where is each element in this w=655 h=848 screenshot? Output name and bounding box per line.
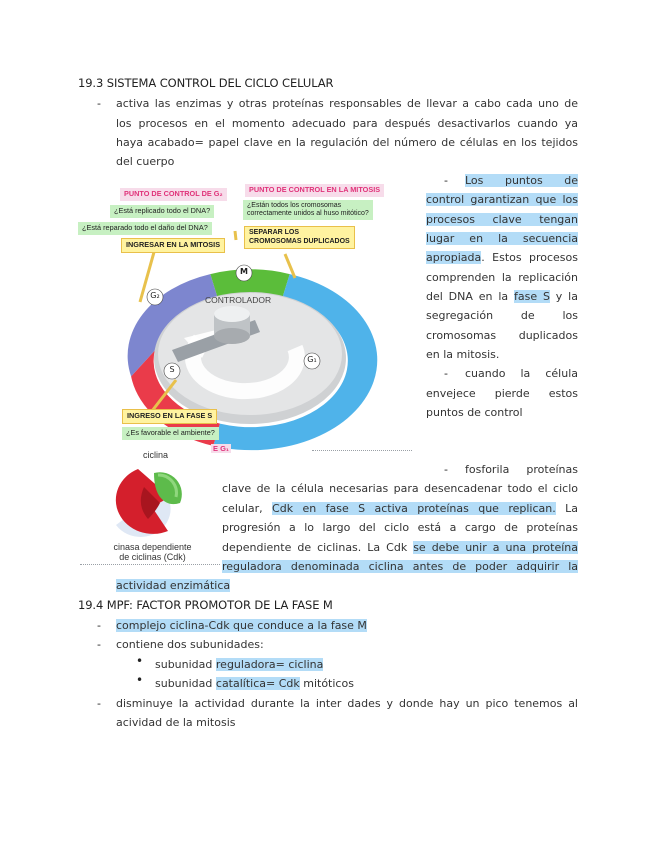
enter-s-phase-label: INGRESO EN LA FASE S xyxy=(122,409,217,424)
fosforila-line-4: progresión a lo largo del ciclo está a cargo de proteínas xyxy=(222,521,578,534)
fosforila-line-5 xyxy=(222,538,578,558)
cinasa-label xyxy=(100,542,205,562)
highlight: Cdk en fase S activa proteínas que replican. xyxy=(272,502,556,515)
controller-knob-top xyxy=(214,306,250,322)
mpf-item-3-line-1: disminuye la actividad durante la inter dades y donde hay un pico tenemos al xyxy=(116,697,578,710)
g1-phase-label: G₁ xyxy=(307,355,317,364)
text: subunidad xyxy=(155,677,216,690)
highlight: lugar en la secuencia xyxy=(426,232,578,245)
cinasa-line-2: de ciclinas (Cdk) xyxy=(119,552,186,562)
text: subunidad xyxy=(155,658,216,671)
highlight: apropiada xyxy=(426,251,482,264)
highlight: actividad enzimática xyxy=(116,579,231,592)
controller-label: CONTROLADOR xyxy=(205,295,272,305)
right-line-4 xyxy=(426,229,578,249)
dna-repaired-question: ¿Está reparado todo el daño del DNA? xyxy=(78,222,212,235)
section-heading-19-4: 19.4 MPF: FACTOR PROMOTOR DE LA FASE M xyxy=(78,598,333,612)
dash-bullet: - xyxy=(444,174,448,187)
text: . Estos procesos xyxy=(481,251,578,264)
m-phase-label: M xyxy=(240,267,248,276)
text: del DNA en la xyxy=(426,290,514,303)
text: y la xyxy=(549,290,578,303)
chromosomes-question-box xyxy=(243,200,373,220)
g2-phase-label: G₂ xyxy=(150,291,160,300)
separate-line-1: SEPARAR LOS xyxy=(249,229,300,236)
controller-knob-base xyxy=(214,328,250,344)
g2-checkpoint-label: PUNTO DE CONTROL DE G₂ xyxy=(120,188,227,201)
mitosis-checkpoint-label: PUNTO DE CONTROL EN LA MITOSIS xyxy=(245,184,384,197)
text: La xyxy=(555,502,578,515)
mpf-item-2: contiene dos subunidades: xyxy=(116,638,264,651)
fosforila-line-7 xyxy=(116,576,230,596)
right-line-11: cuando la célula xyxy=(465,367,578,380)
environment-question: ¿Es favorable el ambiente? xyxy=(122,427,219,440)
mpf-subitem-1 xyxy=(155,655,323,675)
dash-bullet: - xyxy=(97,97,101,110)
round-bullet: • xyxy=(136,654,144,668)
s-phase-label: S xyxy=(169,365,175,374)
highlight: reguladora= ciclina xyxy=(215,658,324,671)
right-line-3 xyxy=(426,210,578,230)
dna-replicated-question: ¿Está replicado todo el DNA? xyxy=(110,205,214,218)
separate-chromosomes-box xyxy=(244,226,355,249)
ciclina-label: ciclina xyxy=(143,450,169,460)
intro-line-2: los procesos en el momento adecuado para después desactivarlos cuando ya xyxy=(116,117,578,130)
right-line-10: en la mitosis. xyxy=(426,348,500,361)
highlight: reguladora denominada ciclina antes de poder adquirir la xyxy=(222,560,578,573)
highlight: catalítica= Cdk xyxy=(215,677,300,690)
mpf-item-3-line-2: acividad de la mitosis xyxy=(116,716,236,729)
intro-line-4: del cuerpo xyxy=(116,155,175,168)
right-line-7 xyxy=(426,287,578,307)
right-line-13: puntos de control xyxy=(426,406,523,419)
dotted-divider xyxy=(312,450,412,451)
highlight: complejo ciclina-Cdk que conduce a la fase M xyxy=(116,619,367,632)
fosforila-line-3 xyxy=(222,499,578,519)
text: dependiente de ciclinas. La Cdk xyxy=(222,541,414,554)
cut-g1-label: E G₁ xyxy=(213,444,230,453)
dash-bullet: - xyxy=(444,367,448,380)
fosforila-line-2: clave de la célula necesarias para desencadenar todo el ciclo xyxy=(222,482,578,495)
text: mitóticos xyxy=(299,677,354,690)
intro-line-3: haya acabado= papel clave en la regulación del número de células en los tejidos xyxy=(116,136,578,149)
fosforila-line-6 xyxy=(222,557,578,577)
highlight: control garantizan que los xyxy=(426,193,578,206)
separate-line-2: CROMOSOMAS DUPLICADOS xyxy=(249,237,350,245)
highlight: Los puntos de xyxy=(465,174,578,187)
right-line-8: segregación de los xyxy=(426,309,578,322)
cdk-illustration xyxy=(80,445,220,570)
dash-bullet: - xyxy=(97,619,101,632)
highlight: procesos clave tengan xyxy=(426,213,578,226)
right-line-5 xyxy=(426,248,578,268)
right-line-2 xyxy=(426,190,578,210)
mpf-subitem-2 xyxy=(155,674,354,694)
mpf-item-1 xyxy=(116,616,367,636)
chromosomes-question-line-2: correctamente unidos al huso mitótico? xyxy=(247,210,369,217)
section-heading-19-3: 19.3 SISTEMA CONTROL DEL CICLO CELULAR xyxy=(78,76,334,90)
chromosomes-question-line-1: ¿Están todos los cromosomas xyxy=(247,202,342,209)
right-line-12: envejece pierde estos xyxy=(426,387,578,400)
dash-bullet: - xyxy=(444,463,448,476)
cinasa-line-1: cinasa dependiente xyxy=(113,542,192,552)
mitosis-callout-line xyxy=(235,231,236,240)
intro-line-1: activa las enzimas y otras proteínas responsables de llevar a cabo cada uno de xyxy=(116,97,578,110)
enter-mitosis-label: INGRESAR EN LA MITOSIS xyxy=(121,238,225,253)
fosforila-line-1: fosforila proteínas xyxy=(465,463,578,476)
dash-bullet: - xyxy=(97,638,101,651)
right-line-9: cromosomas duplicados xyxy=(426,329,578,342)
round-bullet: • xyxy=(136,673,144,687)
highlight: se debe unir a una proteína xyxy=(413,541,578,554)
right-line-6: comprenden la replicación xyxy=(426,271,578,284)
cdk-dotted-line xyxy=(80,564,220,565)
text: celular, xyxy=(222,502,273,515)
dash-bullet: - xyxy=(97,697,101,710)
highlight: fase S xyxy=(514,290,550,303)
cell-cycle-diagram xyxy=(80,180,415,455)
right-line-1 xyxy=(465,171,578,191)
